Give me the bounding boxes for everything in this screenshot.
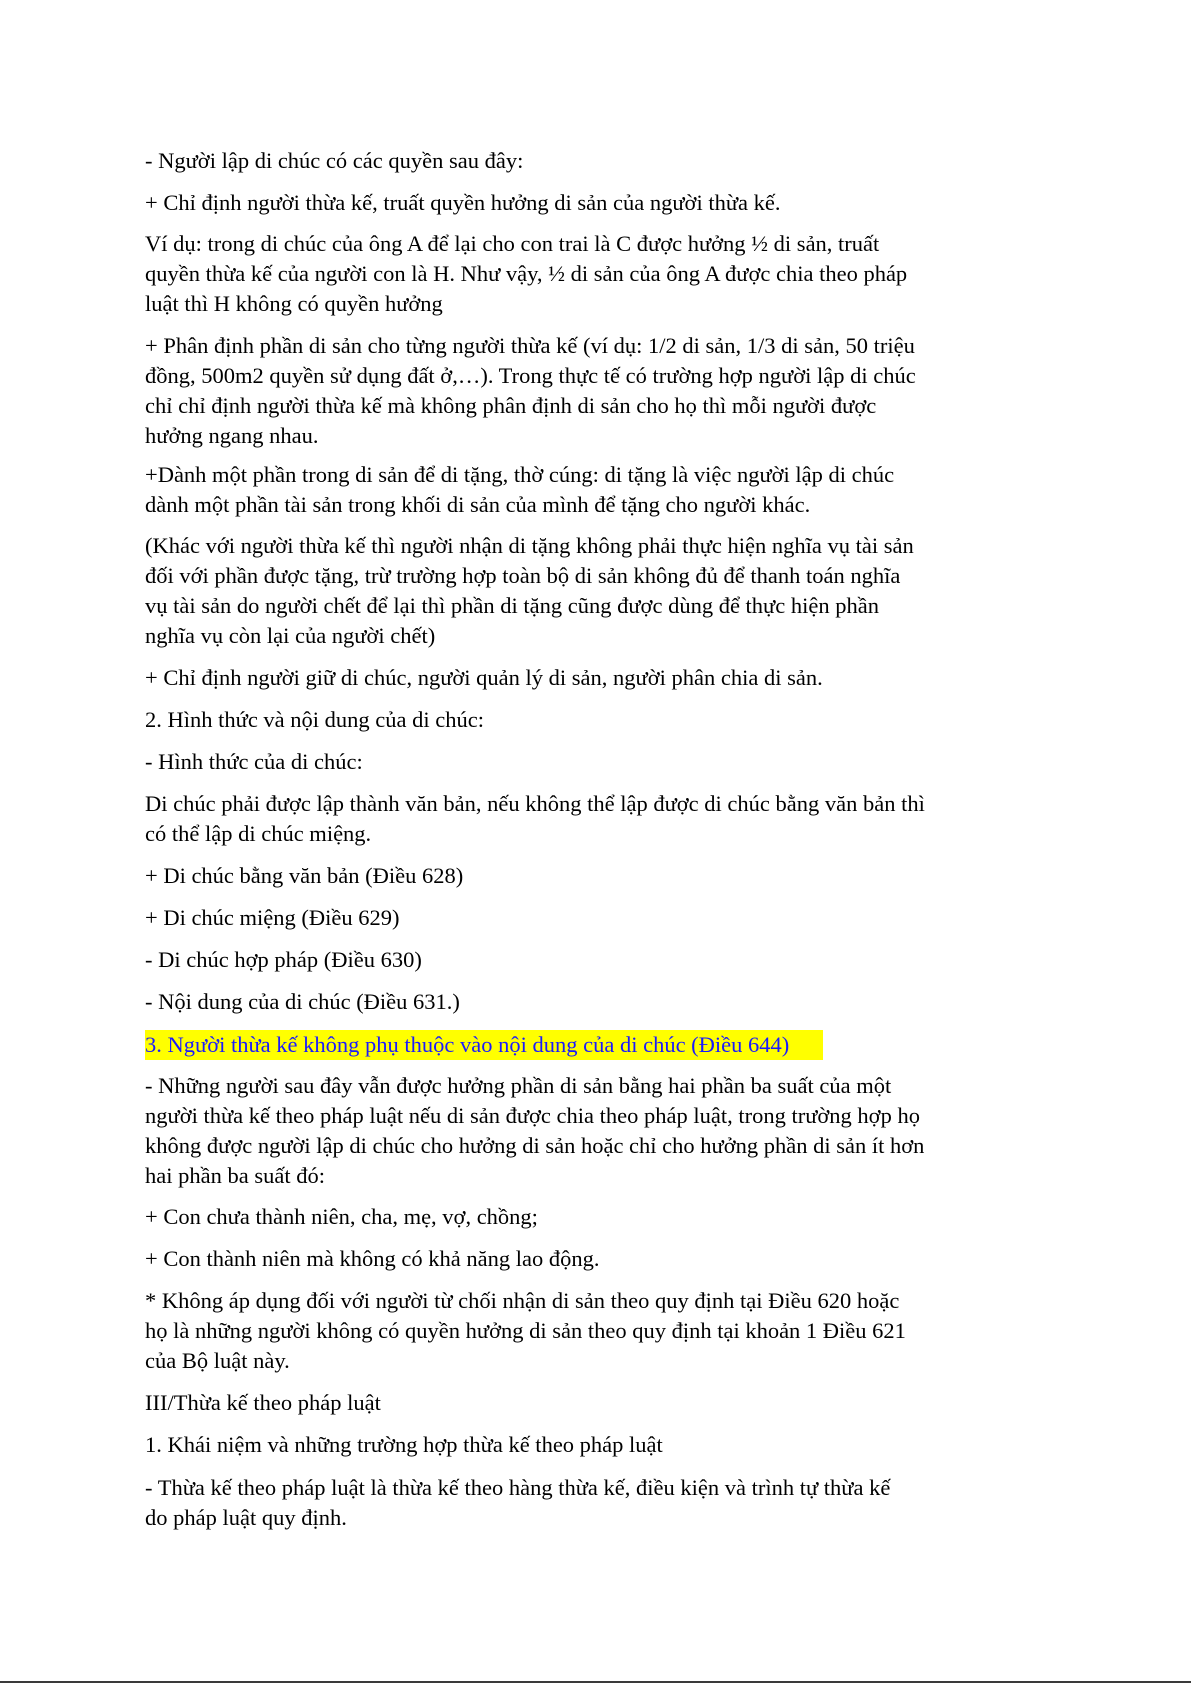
- heading-forced-heirs: [145, 1030, 823, 1060]
- paragraph-designate-keeper: [145, 663, 823, 693]
- text-line: không được người lập di chúc cho hưởng di sản hoặc chỉ cho hưởng phần di sản ít hơn: [145, 1133, 925, 1158]
- text-line: + Phân định phần di sản cho từng người thừa kế (ví dụ: 1/2 di sản, 1/3 di sản, 50 triệu: [145, 333, 915, 358]
- paragraph-minor-children: [145, 1202, 538, 1232]
- text-line: - Nội dung của di chúc (Điều 631.): [145, 989, 460, 1014]
- text-line: Ví dụ: trong di chúc của ông A để lại cho con trai là C được hưởng ½ di sản, truất: [145, 231, 880, 256]
- text-line: 2. Hình thức và nội dung của di chúc:: [145, 707, 484, 732]
- paragraph-testator-rights: [145, 146, 523, 176]
- paragraph-allocate-share: [145, 331, 916, 451]
- heading-concept: [145, 1430, 663, 1460]
- paragraph-exception: [145, 1286, 906, 1376]
- text-line: đối với phần được tặng, trừ trường hợp toàn bộ di sản không đủ để thanh toán nghĩa: [145, 563, 901, 588]
- text-line: * Không áp dụng đối với người từ chối nhận di sản theo quy định tại Điều 620 hoặc: [145, 1288, 900, 1313]
- page-bottom-rule: [0, 1681, 1191, 1683]
- text-line: + Con chưa thành niên, cha, mẹ, vợ, chồng;: [145, 1204, 538, 1229]
- text-line: vụ tài sản do người chết để lại thì phần di tặng cũng được dùng để thực hiện phần: [145, 593, 879, 618]
- text-line: + Chỉ định người giữ di chúc, người quản lý di sản, người phân chia di sản.: [145, 665, 823, 690]
- text-line: - Thừa kế theo pháp luật là thừa kế theo hàng thừa kế, điều kiện và trình tự thừa kế: [145, 1475, 891, 1500]
- text-line: nghĩa vụ còn lại của người chết): [145, 623, 436, 648]
- text-line: (Khác với người thừa kế thì người nhận di tặng không phải thực hiện nghĩa vụ tài sản: [145, 533, 914, 558]
- text-line: - Những người sau đây vẫn được hưởng phần di sản bằng hai phần ba suất của một: [145, 1073, 892, 1098]
- text-line: - Hình thức của di chúc:: [145, 749, 363, 774]
- text-line: 1. Khái niệm và những trường hợp thừa kế theo pháp luật: [145, 1432, 663, 1457]
- text-line: Di chúc phải được lập thành văn bản, nếu không thể lập được di chúc bằng văn bản thì: [145, 791, 925, 816]
- text-line: - Người lập di chúc có các quyền sau đây:: [145, 148, 524, 173]
- text-line: người thừa kế theo pháp luật nếu di sản được chia theo pháp luật, trong trường hợp họ: [145, 1103, 920, 1128]
- paragraph-forced-heirs: [145, 1071, 924, 1191]
- text-line: - Di chúc hợp pháp (Điều 630): [145, 947, 422, 972]
- text-line: + Con thành niên mà không có khả năng lao động.: [145, 1246, 600, 1271]
- paragraph-designate-heir: [145, 188, 781, 218]
- text-line: chỉ chỉ định người thừa kế mà không phân định di sản cho họ thì mỗi người được: [145, 393, 877, 418]
- paragraph-legal-will: [145, 945, 422, 975]
- text-line: của Bộ luật này.: [145, 1348, 290, 1373]
- text-line: hai phần ba suất đó:: [145, 1163, 325, 1188]
- paragraph-adult-children: [145, 1244, 599, 1274]
- paragraph-bequest-note: [145, 531, 914, 651]
- text-line: có thể lập di chúc miệng.: [145, 821, 372, 846]
- text-line: hưởng ngang nhau.: [145, 423, 319, 448]
- text-line: đồng, 500m2 quyền sử dụng đất ở,…). Trong thực tế có trường hợp người lập di chúc: [145, 363, 916, 388]
- paragraph-will-content: [145, 987, 460, 1017]
- paragraph-written-or-oral: [145, 789, 925, 849]
- text-line: + Di chúc miệng (Điều 629): [145, 905, 400, 930]
- paragraph-bequest: [145, 460, 894, 520]
- text-line: họ là những người không có quyền hưởng di sản theo quy định tại khoản 1 Điều 621: [145, 1318, 906, 1343]
- highlighted-heading-text: 3. Người thừa kế không phụ thuộc vào nội dung của di chúc (Điều 644): [145, 1030, 823, 1060]
- paragraph-form-of-will: [145, 747, 363, 777]
- paragraph-oral-will: [145, 903, 400, 933]
- text-line: quyền thừa kế của người con là H. Như vậy, ½ di sản của ông A được chia theo pháp: [145, 261, 908, 286]
- text-line: + Chỉ định người thừa kế, truất quyền hưởng di sản của người thừa kế.: [145, 190, 781, 215]
- heading-legal-inheritance: [145, 1388, 381, 1418]
- text-line: dành một phần tài sản trong khối di sản của mình để tặng cho người khác.: [145, 492, 811, 517]
- text-line: III/Thừa kế theo pháp luật: [145, 1390, 381, 1415]
- paragraph-example: [145, 229, 907, 319]
- text-line: +Dành một phần trong di sản để di tặng, thờ cúng: di tặng là việc người lập di chúc: [145, 462, 895, 487]
- heading-form-and-content: [145, 705, 484, 735]
- paragraph-definition: [145, 1473, 890, 1533]
- text-line: luật thì H không có quyền hưởng: [145, 291, 443, 316]
- text-line: + Di chúc bằng văn bản (Điều 628): [145, 863, 464, 888]
- text-line: do pháp luật quy định.: [145, 1505, 347, 1530]
- paragraph-written-will: [145, 861, 463, 891]
